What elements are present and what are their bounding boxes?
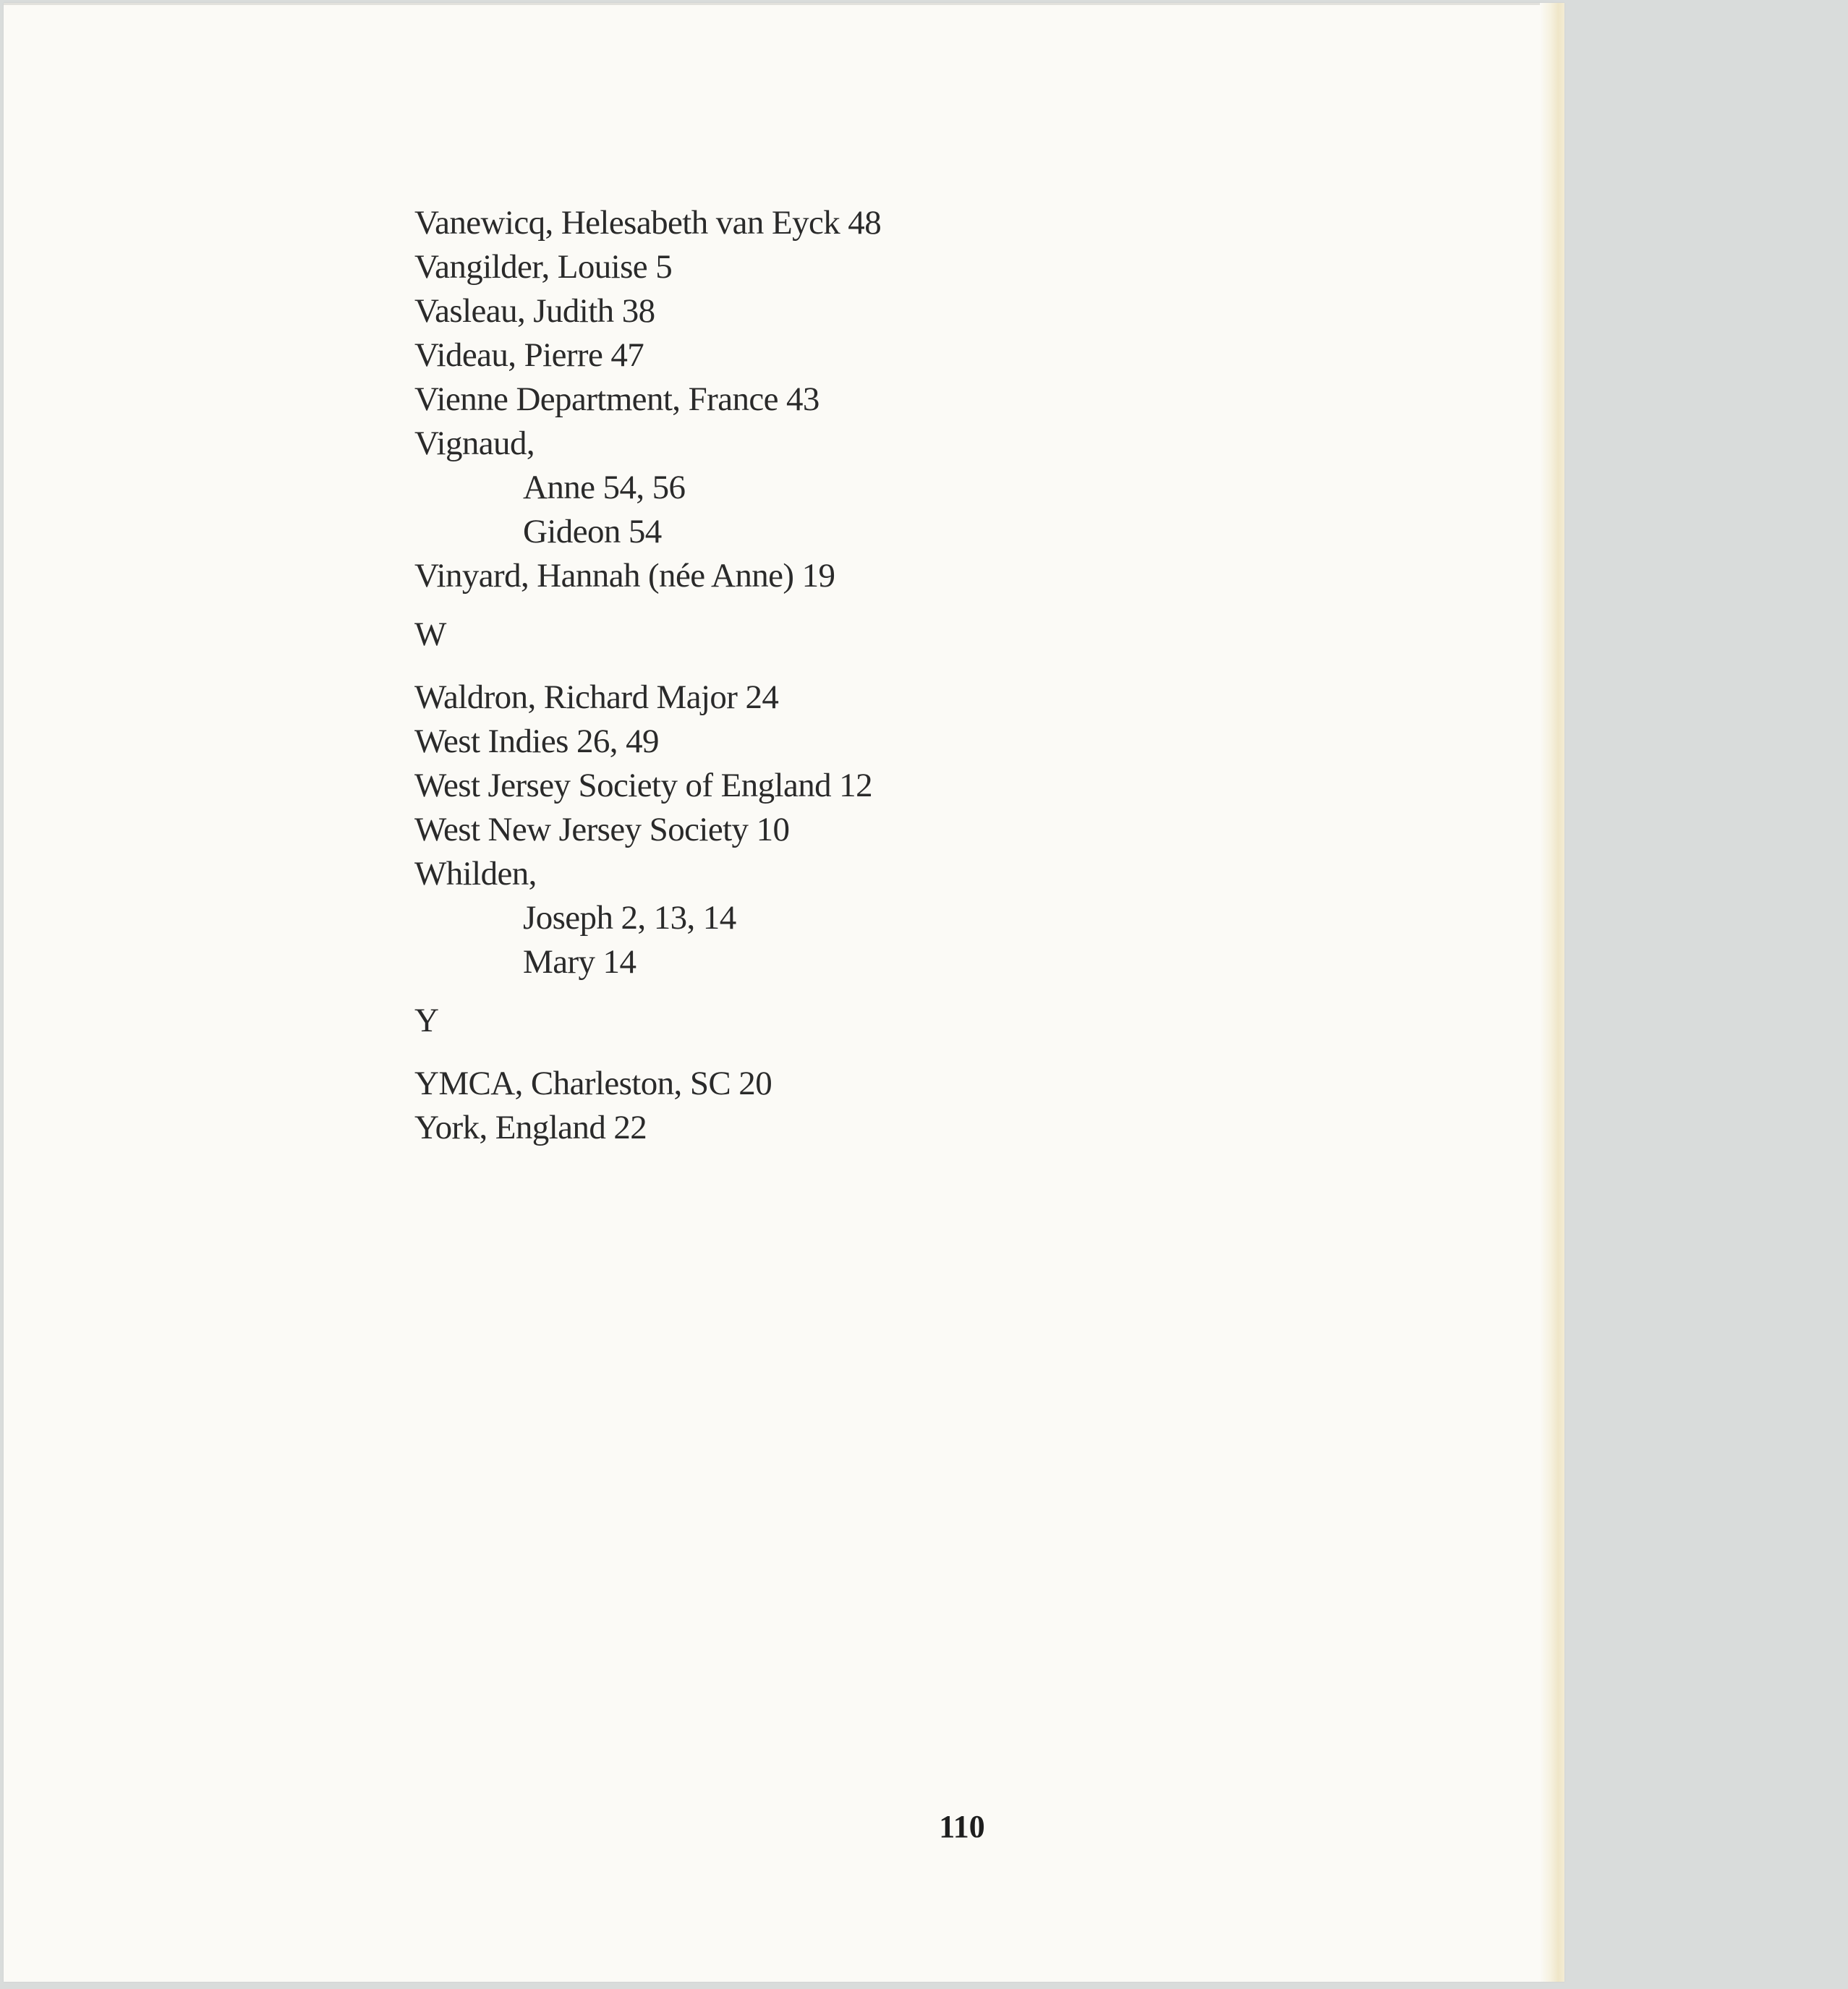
index-list bbox=[414, 201, 1499, 1150]
index-section bbox=[414, 201, 1499, 598]
index-entry: Videau, Pierre 47 bbox=[414, 336, 644, 374]
index-entry: Vinyard, Hannah (née Anne) 19 bbox=[414, 557, 835, 595]
index-entry: Vienne Department, France 43 bbox=[414, 380, 819, 418]
index-subentry: Mary 14 bbox=[523, 943, 636, 981]
index-entry: Whilden, bbox=[414, 855, 537, 893]
index-entry: Vignaud, bbox=[414, 425, 535, 462]
index-subentry: Joseph 2, 13, 14 bbox=[523, 899, 736, 937]
index-entry: Vangilder, Louise 5 bbox=[414, 248, 673, 286]
index-entry: YMCA, Charleston, SC 20 bbox=[414, 1065, 772, 1102]
index-entry: West New Jersey Society 10 bbox=[414, 811, 790, 848]
section-letter: Y bbox=[414, 1002, 439, 1039]
index-section bbox=[414, 613, 1499, 984]
page-top-edge bbox=[4, 3, 1564, 5]
index-entry: York, England 22 bbox=[414, 1109, 647, 1146]
index-entry: Waldron, Richard Major 24 bbox=[414, 678, 779, 716]
page-right-edge bbox=[1540, 3, 1564, 1982]
page-number: 110 bbox=[939, 1809, 985, 1844]
index-entry: West Jersey Society of England 12 bbox=[414, 767, 872, 804]
index-subentry: Gideon 54 bbox=[523, 513, 662, 550]
index-subentry: Anne 54, 56 bbox=[523, 469, 686, 506]
index-entry: Vasleau, Judith 38 bbox=[414, 292, 655, 330]
index-entry: Vanewicq, Helesabeth van Eyck 48 bbox=[414, 204, 882, 242]
section-letter: W bbox=[414, 616, 446, 653]
index-entry: West Indies 26, 49 bbox=[414, 723, 659, 760]
index-section bbox=[414, 999, 1499, 1150]
